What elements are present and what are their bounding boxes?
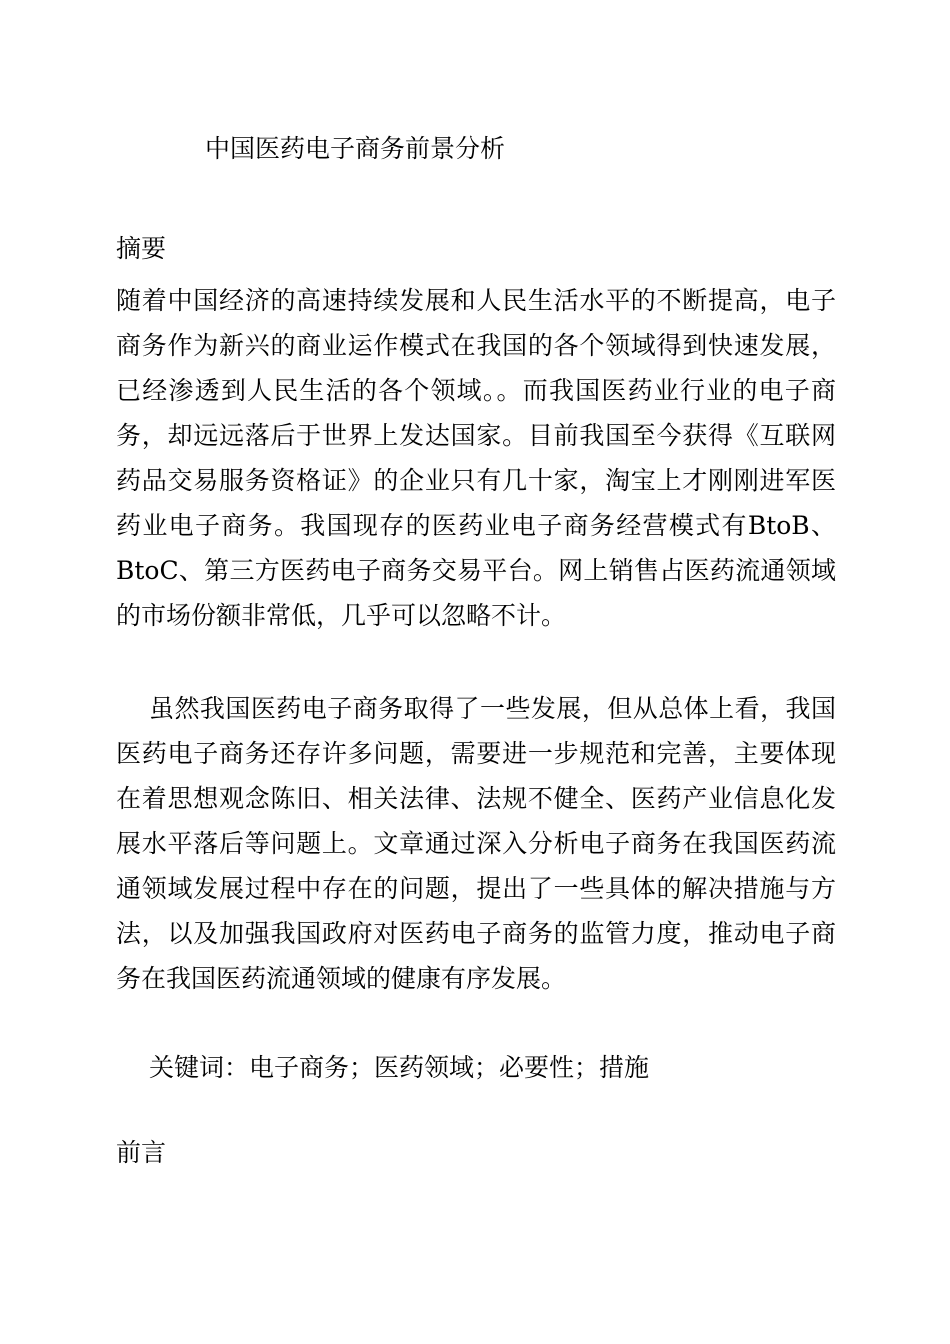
abstract-heading: 摘要 [116,234,167,263]
keywords-line: 关键词：电子商务；医药领域；必要性；措施 [149,1053,650,1082]
preface-heading: 前言 [116,1138,167,1167]
abstract-paragraph-2: 虽然我国医药电子商务取得了一些发展，但从总体上看，我国医药电子商务还存许多问题，需要进一步规范和完善，主要体现在着思想观念陈旧、相关法律、法规不健全、医药产业信息化发展水平落后等问题上。文章通过深入分析电子商务在我国医药流通领域发展过程中存在的问题，提出了一些具体的解决措施与方法，以及加强我国政府对医药电子商务的监管力度，推动电子商务在我国医药流通领域的健康有序发展。 [116,694,836,993]
document-title: 中国医药电子商务前景分析 [205,134,506,163]
abstract-paragraph-1: 随着中国经济的高速持续发展和人民生活水平的不断提高，电子商务作为新兴的商业运作模式在我国的各个领域得到快速发展，已经渗透到人民生活的各个领域。。而我国医药业行业的电子商务，却远远落后于世界上发达国家。目前我国至今获得《互联网药品交易服务资格证》的企业只有几十家，淘宝上才刚刚进军医药业电子商务。我国现存的医药业电子商务经营模式有BtoB、BtoC、第三方医药电子商务交易平台。网上销售占医药流通领域的市场份额非常低，几乎可以忽略不计。 [116,286,836,630]
